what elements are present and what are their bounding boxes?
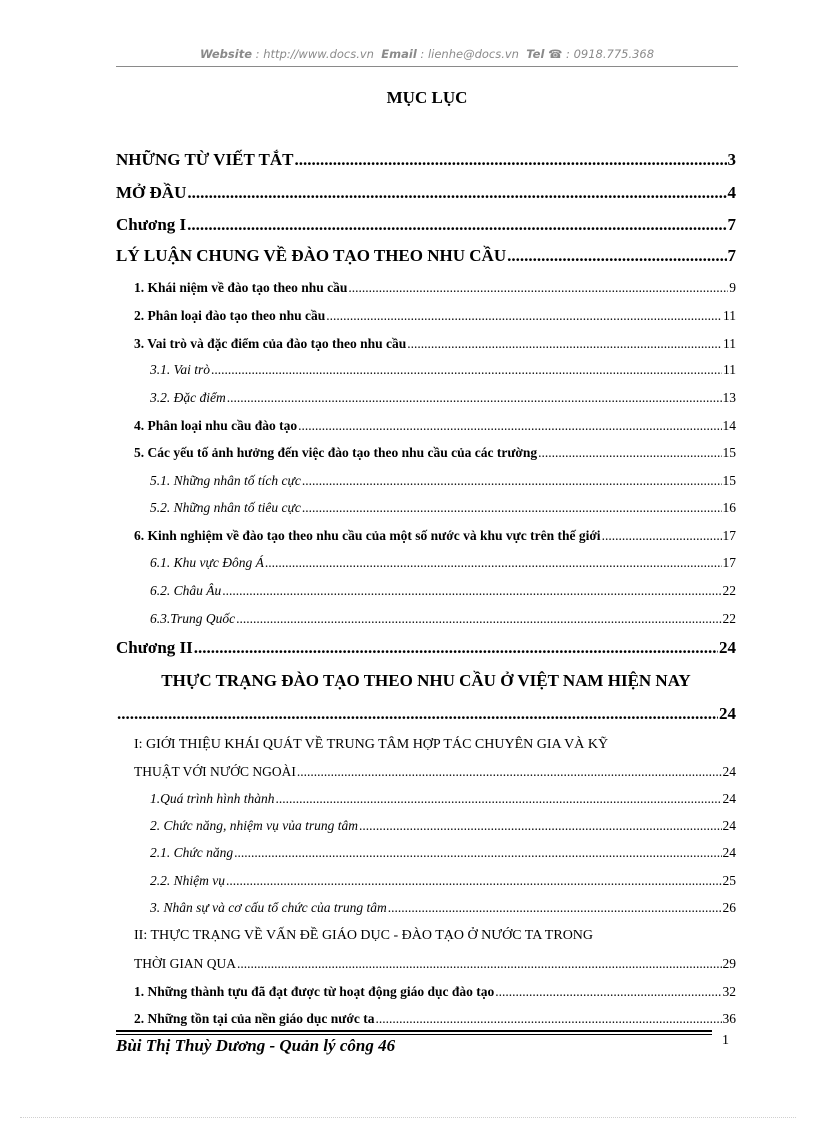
toc-leader <box>359 818 722 834</box>
toc-entry-label: 2. Chức năng, nhiệm vụ vủa trung tâm <box>150 818 358 833</box>
toc-entry[interactable] <box>134 764 736 780</box>
toc-entry-label: THUẬT VỚI NƯỚC NGOÀI <box>134 764 296 779</box>
toc-entry-label: 5.2. Những nhân tố tiêu cực <box>150 500 301 515</box>
toc-entry-label: 6.2. Châu Âu <box>150 583 222 598</box>
toc-entry-page: 13 <box>722 390 736 405</box>
toc-entry-label: THỜI GIAN QUA <box>134 956 236 971</box>
toc-entry[interactable] <box>150 390 736 406</box>
toc-entry[interactable] <box>134 418 736 434</box>
table-of-contents <box>116 0 738 1123</box>
toc-entry[interactable] <box>150 818 736 834</box>
toc-leader <box>495 984 721 1000</box>
toc-leader <box>297 764 722 780</box>
toc-entry-label[interactable]: I: GIỚI THIỆU KHÁI QUÁT VỀ TRUNG TÂM HỢP TÁC CHUYÊN GIA VÀ KỸ <box>134 737 609 752</box>
toc-entry[interactable] <box>150 555 736 571</box>
toc-entry-page: 15 <box>722 445 736 460</box>
toc-entry-page: 32 <box>722 984 736 999</box>
toc-entry-page: 7 <box>727 215 736 234</box>
toc-entry-page: 17 <box>722 528 736 543</box>
toc-entry-label: 1. Những thành tựu đã đạt được từ hoạt động giáo dục đào tạo <box>134 984 495 999</box>
toc-entry-page: 11 <box>723 308 736 323</box>
email-value: : lienhe@docs.vn <box>420 47 519 61</box>
toc-entry[interactable] <box>150 473 736 489</box>
toc-entry-label: 5. Các yếu tố ảnh hưởng đến việc đào tạo theo nhu cầu của các trường <box>134 445 538 460</box>
toc-entry-page: 14 <box>722 418 736 433</box>
toc-entry[interactable] <box>116 246 736 266</box>
toc-leader <box>302 500 722 516</box>
toc-entry-page: 9 <box>729 280 736 295</box>
toc-entry-page: 17 <box>722 555 736 570</box>
toc-entry-label: 6.3.Trung Quốc <box>150 611 236 626</box>
toc-entry-label: 3.1. Vai trò <box>150 362 211 377</box>
toc-entry-label: 3. Vai trò và đặc điểm của đào tạo theo nhu cầu <box>134 336 407 351</box>
footer-divider <box>116 1030 712 1032</box>
toc-entry-page: 29 <box>722 956 736 971</box>
toc-entry-label: 2. Phân loại đào tạo theo nhu cầu <box>134 308 326 323</box>
toc-entry-label[interactable]: II: THỰC TRẠNG VỀ VẤN ĐỀ GIÁO DỤC - ĐÀO TẠO Ở NƯỚC TA TRONG <box>134 928 594 943</box>
toc-entry[interactable] <box>116 183 736 203</box>
toc-leader <box>348 280 728 296</box>
toc-entry-label: Chương I <box>116 215 187 234</box>
toc-entry[interactable] <box>116 150 736 170</box>
toc-leader <box>236 611 721 627</box>
toc-entry-label: MỞ ĐẦU <box>116 183 187 202</box>
toc-entry-page: 24 <box>719 638 736 657</box>
toc-entry[interactable] <box>134 984 736 1000</box>
toc-entry-page: 11 <box>723 336 736 351</box>
toc-leader <box>187 215 726 235</box>
toc-leader <box>226 873 722 889</box>
toc-entry-label: 5.1. Những nhân tố tích cực <box>150 473 301 488</box>
toc-entry-page: 24 <box>722 764 736 779</box>
toc-entry-page: 22 <box>722 611 736 626</box>
toc-leader <box>294 150 726 170</box>
toc-leader <box>507 246 726 266</box>
toc-leader <box>388 900 722 916</box>
toc-entry-label: NHỮNG TỪ VIẾT TẮT <box>116 150 294 169</box>
toc-entry[interactable] <box>116 638 736 658</box>
toc-entry[interactable] <box>134 280 736 296</box>
toc-entry-label: 2.1. Chức năng <box>150 845 234 860</box>
page-bottom-edge <box>20 1117 796 1118</box>
toc-entry[interactable] <box>134 445 736 461</box>
website-label: Website <box>199 47 253 61</box>
footer-page-number: 1 <box>722 1033 729 1048</box>
toc-entry-page: 24 <box>719 704 736 723</box>
toc-entry-label: 6. Kinh nghiệm về đào tạo theo nhu cầu của một số nước và khu vực trên thế giới <box>134 528 601 543</box>
toc-entry-page: 11 <box>723 362 736 377</box>
toc-leader <box>326 308 722 324</box>
toc-entry-page: 26 <box>722 900 736 915</box>
toc-entry[interactable] <box>150 900 736 916</box>
toc-leader <box>222 583 721 599</box>
toc-entry-page: 22 <box>722 583 736 598</box>
toc-leader <box>538 445 721 461</box>
toc-leader <box>375 1011 721 1027</box>
website-value: : http://www.docs.vn <box>255 47 374 61</box>
toc-leader <box>407 336 722 352</box>
toc-entry[interactable] <box>134 1011 736 1027</box>
toc-entry[interactable] <box>134 336 736 352</box>
toc-entry-page: 16 <box>722 500 736 515</box>
toc-entry[interactable] <box>150 791 736 807</box>
email-label: Email <box>381 47 417 61</box>
toc-entry-label: 2. Những tồn tại của nền giáo dục nước ta <box>134 1011 375 1026</box>
toc-entry-page: 4 <box>727 183 736 202</box>
tel-label: Tel <box>526 47 545 61</box>
tel-value: : 0918.775.368 <box>566 47 655 61</box>
toc-entry-page: 3 <box>727 150 736 169</box>
toc-entry[interactable] <box>116 704 736 724</box>
toc-entry[interactable] <box>116 215 736 235</box>
toc-leader <box>234 845 721 861</box>
phone-icon: ☎ <box>548 47 563 61</box>
toc-entry-page: 24 <box>722 818 736 833</box>
toc-entry-label: 1.Quá trình hình thành <box>150 791 275 806</box>
toc-entry[interactable] <box>134 308 736 324</box>
toc-entry-label: LÝ LUẬN CHUNG VỀ ĐÀO TẠO THEO NHU CẦU <box>116 246 507 265</box>
footer-divider-thin <box>116 1034 712 1035</box>
toc-entry-label: 6.1. Khu vực Đông Á <box>150 555 264 570</box>
toc-leader <box>211 362 722 378</box>
toc-leader <box>117 704 718 724</box>
toc-leader <box>276 791 722 807</box>
toc-leader <box>602 528 722 544</box>
toc-entry[interactable] <box>150 611 736 627</box>
toc-entry-label: 4. Phân loại nhu cầu đào tạo <box>134 418 298 433</box>
toc-leader <box>237 956 722 972</box>
toc-entry[interactable] <box>150 873 736 889</box>
toc-entry-page: 24 <box>722 791 736 806</box>
toc-entry-page: 36 <box>722 1011 736 1026</box>
page-title: MỤC LỤC <box>386 88 468 107</box>
toc-entry-page: 15 <box>722 473 736 488</box>
toc-entry[interactable] <box>134 956 736 972</box>
toc-leader <box>194 638 718 658</box>
toc-leader <box>187 183 726 203</box>
toc-leader <box>227 390 722 406</box>
toc-leader <box>302 473 722 489</box>
toc-entry-page: 7 <box>727 246 736 265</box>
toc-entry[interactable] <box>150 362 736 378</box>
toc-entry-label: Chương II <box>116 638 193 657</box>
toc-entry-label: 3.2. Đặc điểm <box>150 390 226 405</box>
toc-entry-page: 24 <box>722 845 736 860</box>
toc-leader <box>298 418 721 434</box>
toc-entry-page: 25 <box>722 873 736 888</box>
toc-entry[interactable] <box>150 500 736 516</box>
toc-entry[interactable] <box>150 845 736 861</box>
toc-entry[interactable] <box>134 528 736 544</box>
toc-entry-label: 1. Khái niệm về đào tạo theo nhu cầu <box>134 280 348 295</box>
toc-entry[interactable] <box>150 583 736 599</box>
toc-entry-label: 2.2. Nhiệm vụ <box>150 873 225 888</box>
toc-leader <box>265 555 722 571</box>
footer-author: Bùi Thị Thuỳ Dương - Quản lý công 46 <box>116 1036 396 1055</box>
toc-entry-label: 3. Nhân sự và cơ cấu tổ chức của trung tâm <box>150 900 387 915</box>
toc-chapter-title[interactable]: THỰC TRẠNG ĐÀO TẠO THEO NHU CẦU Ở VIỆT NAM HIỆN NAY <box>161 671 691 690</box>
